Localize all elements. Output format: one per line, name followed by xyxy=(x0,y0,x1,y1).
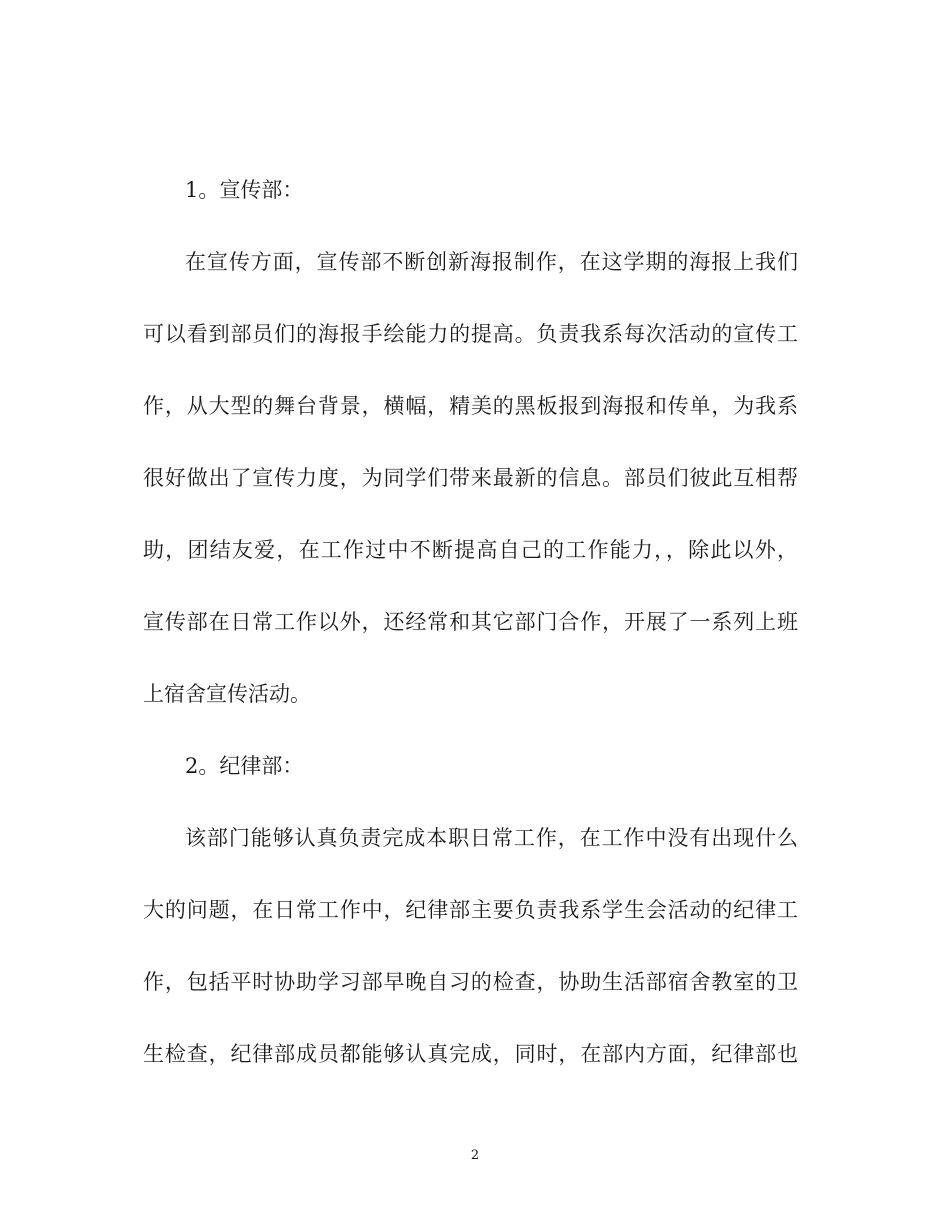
paragraph-line: 大的问题，在日常工作中，纪律部主要负责我系学生会活动的纪律工 xyxy=(143,898,798,922)
section-heading-publicity: 1。宣传部： xyxy=(185,178,304,202)
paragraph-line: 作，包括平时协助学习部早晚自习的检查，协助生活部宿舍教室的卫 xyxy=(143,970,798,994)
document-body xyxy=(143,168,798,1104)
paragraph-line: 在宣传方面，宣传部不断创新海报制作，在这学期的海报上我们 xyxy=(185,250,798,274)
page-number: 2 xyxy=(470,1148,480,1163)
paragraph-line: 助，团结友爱，在工作过中不断提高自己的工作能力，，除此以外， xyxy=(143,538,798,562)
paragraph-line: 很好做出了宣传力度，为同学们带来最新的信息。部员们彼此互相帮 xyxy=(143,466,798,490)
paragraph-line: 宣传部在日常工作以外，还经常和其它部门合作，开展了一系列上班 xyxy=(143,610,798,634)
paragraph-line: 可以看到部员们的海报手绘能力的提高。负责我系每次活动的宣传工 xyxy=(143,322,798,346)
paragraph-line: 生检查，纪律部成员都能够认真完成，同时，在部内方面，纪律部也 xyxy=(143,1042,798,1066)
paragraph-line: 该部门能够认真负责完成本职日常工作，在工作中没有出现什么 xyxy=(185,826,798,850)
paragraph-line: 上宿舍宣传活动。 xyxy=(143,682,311,706)
section-heading-discipline: 2。纪律部： xyxy=(185,754,304,778)
paragraph-line: 作，从大型的舞台背景，横幅，精美的黑板报到海报和传单，为我系 xyxy=(143,394,798,418)
